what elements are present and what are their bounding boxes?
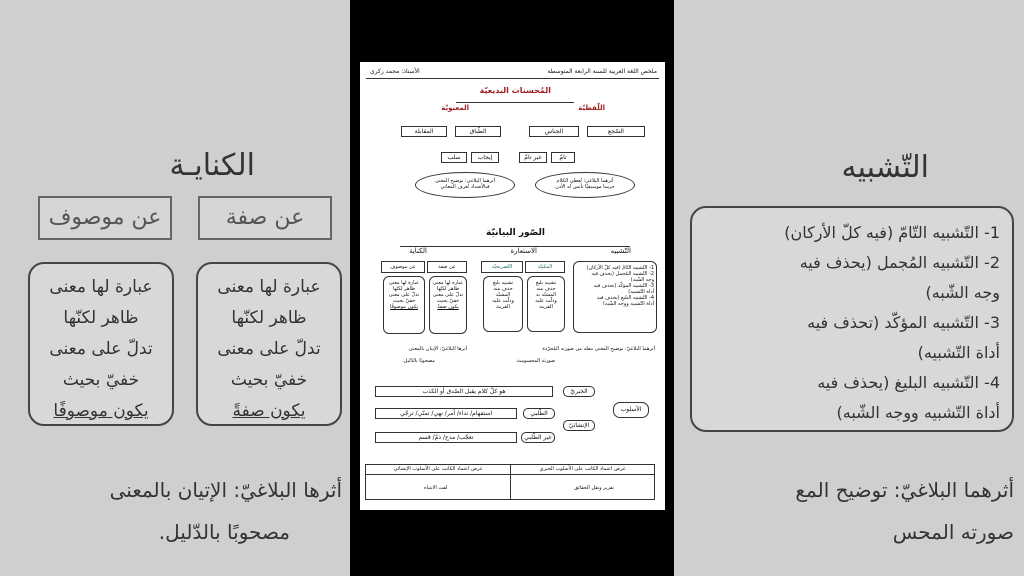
bg-card-line: ظاهر لكنّها: [231, 308, 307, 328]
tashbih-list-box: [573, 261, 657, 333]
athar-bayan-right-2: صورته المحسوسة.: [515, 358, 555, 364]
box-talabi-def: استفهام/ نداء/ أمر/ نهي/ تمنّي/ ترجّي: [375, 408, 517, 419]
box-saj: السّجع: [587, 126, 645, 137]
box-khabari: الخبريّ: [563, 386, 595, 397]
bg-card-line: تدلّ على معنى: [49, 339, 153, 359]
table-head-inshai: [366, 465, 510, 475]
mawsuf-box: [383, 276, 425, 334]
bg-footer-left-2: مصحوبًا بالدّليل.: [158, 520, 290, 544]
document-page: [360, 62, 665, 510]
istiara-label: الاستعارة: [510, 247, 537, 255]
oval-manawiya-effect: [415, 172, 515, 198]
bg-kinaya-title: الكنايـة: [169, 148, 255, 183]
makniya-line: حذف منه: [536, 286, 556, 292]
kinaya-label: الكناية: [409, 247, 427, 255]
mawsuf-line: ظاهر لكنّها: [392, 286, 416, 292]
tashbih-item: أداة التّشبيه): [628, 289, 654, 295]
oval-line: فبالأضداد تُعرف المعاني: [440, 184, 490, 190]
bg-tashbih-card: [690, 206, 1014, 432]
mawsuf-line: يكون موصوفًا: [389, 304, 418, 310]
box-tamm: تامّ: [551, 152, 575, 163]
bg-card-mawsuf: [28, 262, 174, 426]
athar-bayan-right: أثرهما البلاغيّ: توضيح المعنى بنقله من صورته المُجرّدة: [542, 346, 655, 352]
bg-card-line: عبارة لها معنى: [217, 277, 321, 297]
bg-footer-right-2: صورته المحس: [892, 520, 1014, 544]
sifa-line: خفيّ بحيث: [436, 298, 460, 304]
tashbih-item: وجه الشّبه): [630, 277, 654, 283]
box-ghayr-talabi: غير الطّلبي: [521, 432, 555, 443]
purpose-table: [365, 464, 655, 500]
bg-card-line: ظاهر لكنّها: [63, 308, 139, 328]
table-cell-khabari: تقرير ونقل الحقائق: [574, 485, 614, 491]
makniya-line: تشبيه بليغ: [535, 280, 557, 286]
tashbih-item: 2- التّشبيه المُجمل (يحذف فيه: [591, 271, 654, 277]
tab-sifa: عن صفة: [427, 261, 467, 273]
mawsuf-line: عبارة لها معنى: [388, 280, 420, 286]
table-head-inshai-text: غرض اعتماد الكاتب على الأسلوب الإنشائي: [393, 466, 483, 472]
box-uslub: الأسلوب: [613, 402, 649, 418]
lafziya-label: اللّفظيّة: [578, 104, 605, 112]
bg-card-line: تدلّ على معنى: [217, 339, 321, 359]
section-bayan-title: الصّور البيانيّة: [486, 228, 545, 238]
box-tibaq: الطّباق: [455, 126, 501, 137]
tasrihiya-line: ودلّت عليه: [492, 298, 514, 304]
box-jinas: الجناس: [529, 126, 579, 137]
oval-line: أثرهما البلاغي: تُعطي الكلام: [556, 178, 614, 184]
athar-kinaya: أثرها البلاغيّ: الإتيان بالمعنى: [408, 346, 467, 352]
bg-tab-mawsuf: عن موصوف: [38, 196, 172, 240]
table-head-khabari: [510, 465, 654, 475]
header-divider: [366, 78, 659, 79]
makniya-line: ودلّت عليه: [535, 298, 557, 304]
header-teacher: الأستاذ: محمد زكري: [370, 68, 420, 75]
oval-line: جرسا موسيقيّا تأنس له الأذن: [555, 184, 615, 190]
tashbih-label: التّشبيه: [610, 247, 631, 255]
box-ijab: إيجاب: [471, 152, 499, 163]
sifa-box: [429, 276, 467, 334]
bg-card-line: يكون صفةً: [232, 401, 306, 421]
bg-tashbih-line: أداة التّشبيه ووجه الشّبه): [836, 403, 1000, 422]
table-divider: [510, 465, 511, 499]
background-right-panel: [674, 0, 1024, 576]
bg-card-line: خفيّ بحيث: [230, 370, 308, 390]
tree-line: [456, 102, 574, 103]
bg-tashbih-line: 2- التّشبيه المُجمل (يحذف فيه: [799, 253, 1000, 272]
makniya-line: المشبّه به: [535, 292, 557, 298]
bg-footer-left-1: أثرها البلاغيّ: الإتيان بالمعنى: [109, 478, 342, 502]
tashbih-item: 3- التّشبيه المؤكّد (تحذف فيه: [593, 283, 654, 289]
tasrihiya-line: تشبيه بليغ: [492, 280, 514, 286]
mawsuf-line: خفيّ بحيث: [392, 298, 416, 304]
bg-footer-right-1: أثرهما البلاغيّ: توضيح المع: [795, 478, 1014, 502]
tasrihiya-line: المشبّه: [495, 292, 511, 298]
mawsuf-line: تدلّ على معنى: [388, 292, 420, 298]
bg-card-line: عبارة لها معنى: [49, 277, 153, 297]
box-inshai: الإنشائيّ: [563, 420, 595, 431]
background-left-panel: [0, 0, 350, 576]
athar-kinaya-2: مصحوبًا بالدّليل.: [402, 358, 435, 364]
box-talabi: الطّلبي: [523, 408, 555, 419]
bg-card-line: يكون موصوفًا: [53, 401, 149, 421]
box-ghayr-def: تعجّب/ مدح/ ذمّ/ قسم: [375, 432, 517, 443]
bg-tab-sifa: عن صفة: [198, 196, 332, 240]
section-badi-title: المُحسنات البديعيّة: [479, 86, 551, 95]
bg-tashbih-line: وجه الشّبه): [925, 283, 1000, 302]
tashbih-item: 1- التّشبيه التّامّ (فيه كلّ الأركان): [586, 265, 654, 271]
tasrihiya-line: القرينة: [496, 304, 510, 310]
bg-tashbih-line: 4- التّشبيه البليغ (يحذف فيه: [817, 373, 1000, 392]
tasrihiya-line: حذف منه: [493, 286, 513, 292]
sifa-line: تدلّ على معنى: [432, 292, 464, 298]
box-ghayr-tamm: غير تامّ: [519, 152, 547, 163]
makniya-line: القرينة: [539, 304, 553, 310]
oval-lafziya-effect: [535, 172, 635, 198]
bg-tashbih-line: أداة التّشبيه): [917, 343, 1000, 362]
tashbih-item: 4- التّشبيه البليغ (يحذف فيه: [596, 295, 654, 301]
box-khabari-def: هو كلّ كلام يقبل الصّدق أو الكذب: [375, 386, 553, 397]
table-head-khabari-text: غرض اعتماد الكاتب على الأسلوب الخبري: [539, 466, 626, 472]
table-cell-inshai: لفت الانتباه: [424, 485, 448, 491]
box-muqabala: المقابلة: [401, 126, 447, 137]
tab-tasrihiya: التّصريحيّة: [481, 261, 523, 273]
bg-card-sifa: [196, 262, 342, 426]
bg-tashbih-title: التّشبيه: [841, 150, 929, 185]
bg-tashbih-line: 1- التّشبيه التّامّ (فيه كلّ الأركان): [784, 223, 1000, 242]
manawiya-label: المعنويّة: [441, 104, 469, 112]
header-title: ملخص اللغة العربية للسنة الرابعة المتوسطة: [547, 68, 657, 75]
oval-line: أثرهما البلاغي: توضيح المعنى: [434, 178, 496, 184]
box-salb: سلب: [441, 152, 467, 163]
sifa-line: عبارة لها معنى: [432, 280, 464, 286]
bg-card-line: خفيّ بحيث: [62, 370, 140, 390]
makniya-box: [527, 276, 565, 332]
document-frame: [350, 0, 674, 576]
sifa-line: يكون صفةً: [437, 304, 459, 310]
bg-tashbih-line: 3- التّشبيه المؤكّد (تحذف فيه: [807, 313, 1000, 332]
tab-makniya: المكنيّة: [525, 261, 565, 273]
tashbih-item: أداة التّشبيه ووجه الشّبه): [602, 301, 654, 307]
sifa-line: ظاهر لكنّها: [436, 286, 460, 292]
tab-mawsuf: عن موصوف: [381, 261, 425, 273]
tasrihiya-box: [483, 276, 523, 332]
